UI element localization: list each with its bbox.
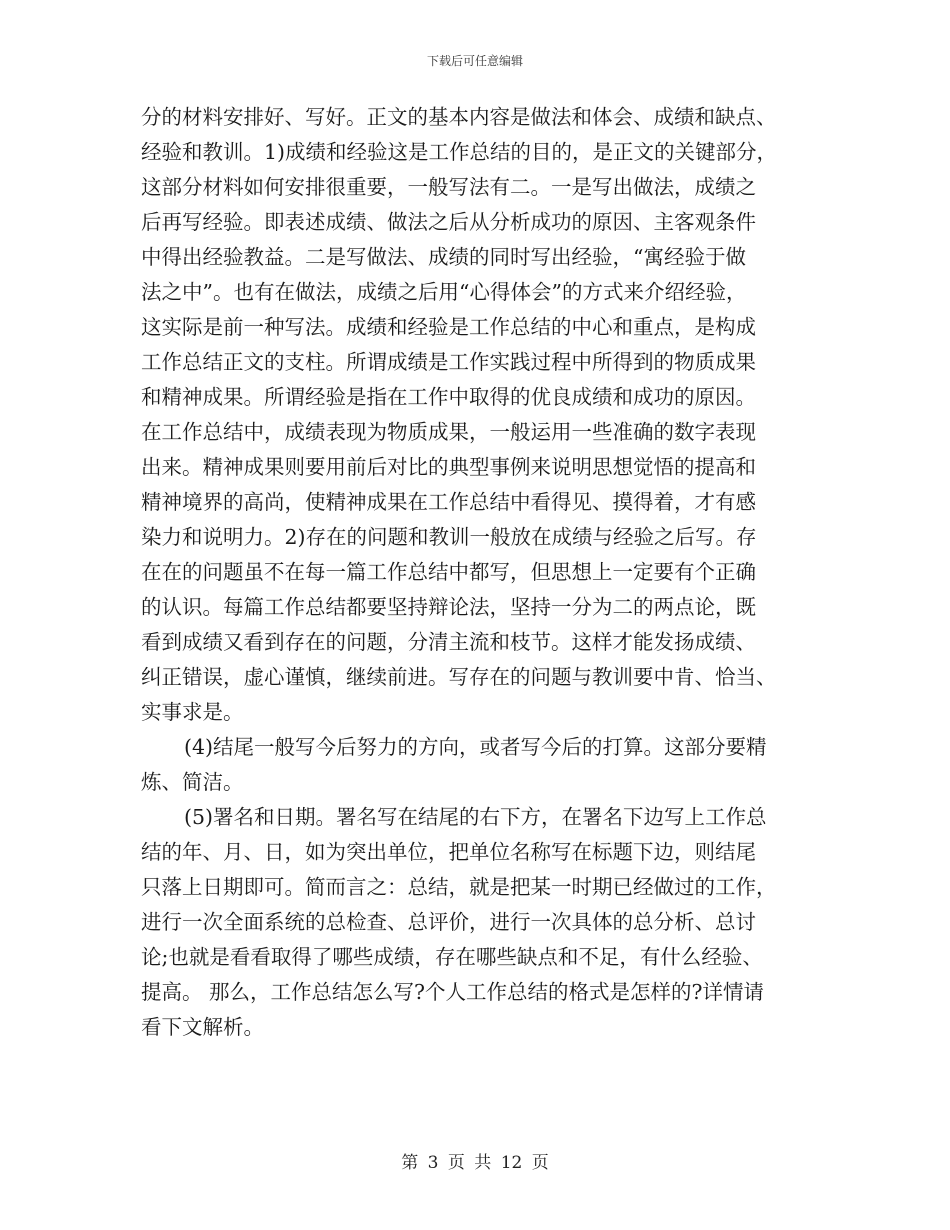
- text-line: 和精神成果。所谓经验是指在工作中取得的优良成绩和成功的原因。: [141, 385, 756, 409]
- page-number-footer: 第 3 页 共 12 页: [401, 1153, 549, 1173]
- text-line: 看下文解析。: [141, 1015, 264, 1039]
- text-line: 看到成绩又看到存在的问题，分清主流和枝节。这样才能发扬成绩、: [141, 630, 756, 654]
- text-line: 这部分材料如何安排很重要，一般写法有二。一是写出做法，成绩之: [141, 175, 756, 199]
- paragraph-start-line: (5)署名和日期。署名写在结尾的右下方，在署名下边写上工作总: [184, 805, 767, 829]
- text-line: 在工作总结中，成绩表现为物质成果，一般运用一些准确的数字表现: [141, 420, 756, 444]
- text-line: 论;也就是看看取得了哪些成绩，存在哪些缺点和不足，有什么经验、: [141, 945, 763, 969]
- text-line: 精神境界的高尚，使精神成果在工作总结中看得见、摸得着，才有感: [141, 490, 756, 514]
- text-line: 结的年、月、日，如为突出单位，把单位名称写在标题下边，则结尾: [141, 840, 756, 864]
- document-body: [141, 100, 811, 1045]
- text-line: 的认识。每篇工作总结都要坚持辩论法，坚持一分为二的两点论，既: [141, 595, 756, 619]
- text-line: 提高。 那么，工作总结怎么写?个人工作总结的格式是怎样的?详情请: [141, 980, 764, 1004]
- text-line: 经验和教训。1)成绩和经验这是工作总结的目的，是正文的关键部分，: [141, 140, 778, 164]
- paragraph-start-line: (4)结尾一般写今后努力的方向，或者写今后的打算。这部分要精: [184, 735, 767, 759]
- text-line: 在在的问题虽不在每一篇工作总结中都写，但思想上一定要有个正确: [141, 560, 756, 584]
- text-line: 实事求是。: [141, 700, 244, 724]
- text-line: 分的材料安排好、写好。正文的基本内容是做法和体会、成绩和缺点、: [141, 105, 777, 129]
- text-line: 这实际是前一种写法。成绩和经验是工作总结的中心和重点，是构成: [141, 315, 756, 339]
- text-line: 炼、简洁。: [141, 770, 244, 794]
- text-line: 法之中”。也有在做法，成绩之后用“心得体会”的方式来介绍经验，: [141, 280, 747, 304]
- text-line: 进行一次全面系统的总检查、总评价，进行一次具体的总分析、总讨: [141, 910, 756, 934]
- text-line: 纠正错误，虚心谨慎，继续前进。写存在的问题与教训要中肯、恰当、: [141, 665, 777, 689]
- page-header-note: 下载后可任意编辑: [426, 54, 523, 68]
- text-line: 后再写经验。即表述成绩、做法之后从分析成功的原因、主客观条件: [141, 210, 756, 234]
- text-line: 中得出经验教益。二是写做法、成绩的同时写出经验，“寓经验于做: [141, 245, 746, 269]
- text-line: 只落上日期即可。简而言之：总结，就是把某一时期已经做过的工作，: [141, 875, 777, 899]
- text-line: 染力和说明力。2)存在的问题和教训一般放在成绩与经验之后写。存: [141, 525, 757, 549]
- text-line: 工作总结正文的支柱。所谓成绩是工作实践过程中所得到的物质成果: [141, 350, 756, 374]
- text-line: 出来。精神成果则要用前后对比的典型事例来说明思想觉悟的提高和: [141, 455, 756, 479]
